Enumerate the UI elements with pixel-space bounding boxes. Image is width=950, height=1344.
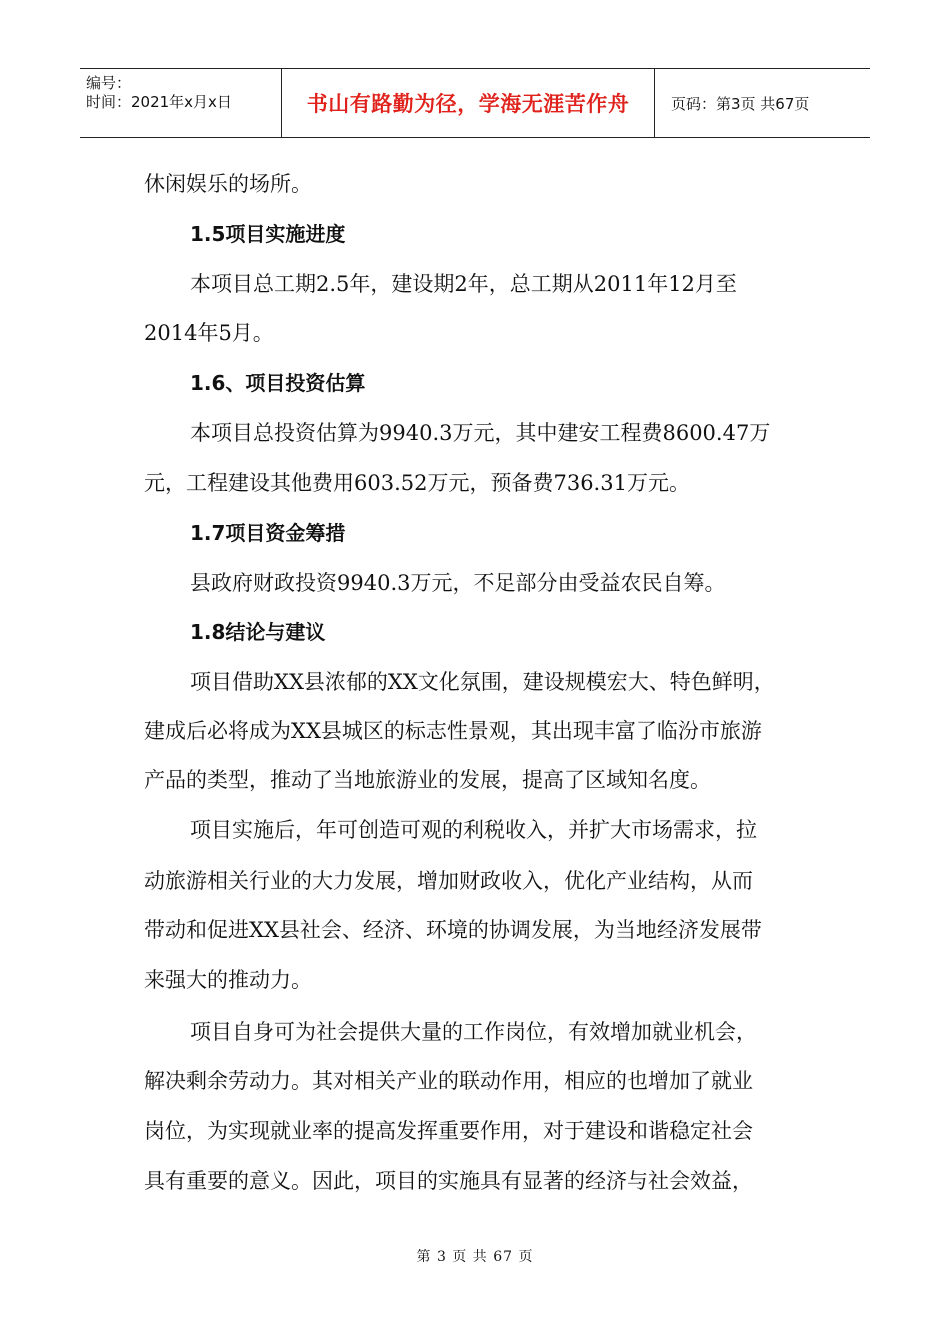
body-line: 产品的类型，推动了当地旅游业的发展，提高了区域知名度。 (144, 768, 711, 792)
body-line: 项目自身可为社会提供大量的工作岗位，有效增加就业机会， (190, 1020, 757, 1044)
body-line: 岗位，为实现就业率的提高发挥重要作用，对于建设和谐稳定社会 (144, 1119, 753, 1143)
section-heading: 1.5项目实施进度 (190, 222, 346, 246)
page-header-table (80, 68, 870, 138)
header-divider (654, 69, 655, 137)
section-heading: 1.8结论与建议 (190, 620, 326, 644)
body-line: 带动和促进XX县社会、经济、环境的协调发展，为当地经济发展带 (144, 918, 762, 942)
header-meta-cell (80, 69, 281, 137)
header-page-info (663, 69, 870, 137)
body-line: 来强大的推动力。 (144, 968, 312, 992)
section-heading: 1.6、项目投资估算 (190, 371, 366, 395)
body-line: 建成后必将成为XX县城区的标志性景观，其出现丰富了临汾市旅游 (144, 719, 762, 743)
page-footer: 第 3 页 共 67 页 (416, 1249, 534, 1265)
body-line: 项目借助XX县浓郁的XX文化氛围，建设规模宏大、特色鲜明， (190, 670, 775, 694)
body-line: 本项目总投资估算为9940.3万元，其中建安工程费8600.47万 (190, 421, 771, 445)
page-info-text: 页码：第3页 共67页 (671, 94, 810, 113)
body-line: 县政府财政投资9940.3万元，不足部分由受益农民自筹。 (190, 571, 726, 595)
body-line: 元，工程建设其他费用603.52万元，预备费736.31万元。 (144, 471, 690, 495)
document-number-label: 编号： (86, 74, 132, 92)
body-line: 本项目总工期2.5年，建设期2年，总工期从2011年12月至 (190, 272, 737, 296)
body-line: 解决剩余劳动力。其对相关产业的联动作用，相应的也增加了就业 (144, 1069, 753, 1093)
body-line: 项目实施后，年可创造可观的利税收入，并扩大市场需求，拉 (190, 818, 757, 842)
section-heading: 1.7项目资金筹措 (190, 521, 346, 545)
header-motto: 书山有路勤为径，学海无涯苦作舟 (306, 92, 630, 116)
body-line: 具有重要的意义。因此，项目的实施具有显著的经济与社会效益， (144, 1169, 753, 1193)
body-line: 2014年5月。 (144, 321, 274, 345)
document-date: 时间：2021年x月x日 (86, 93, 232, 111)
body-line: 休闲娱乐的场所。 (144, 172, 312, 196)
body-line: 动旅游相关行业的大力发展，增加财政收入，优化产业结构，从而 (144, 869, 753, 893)
